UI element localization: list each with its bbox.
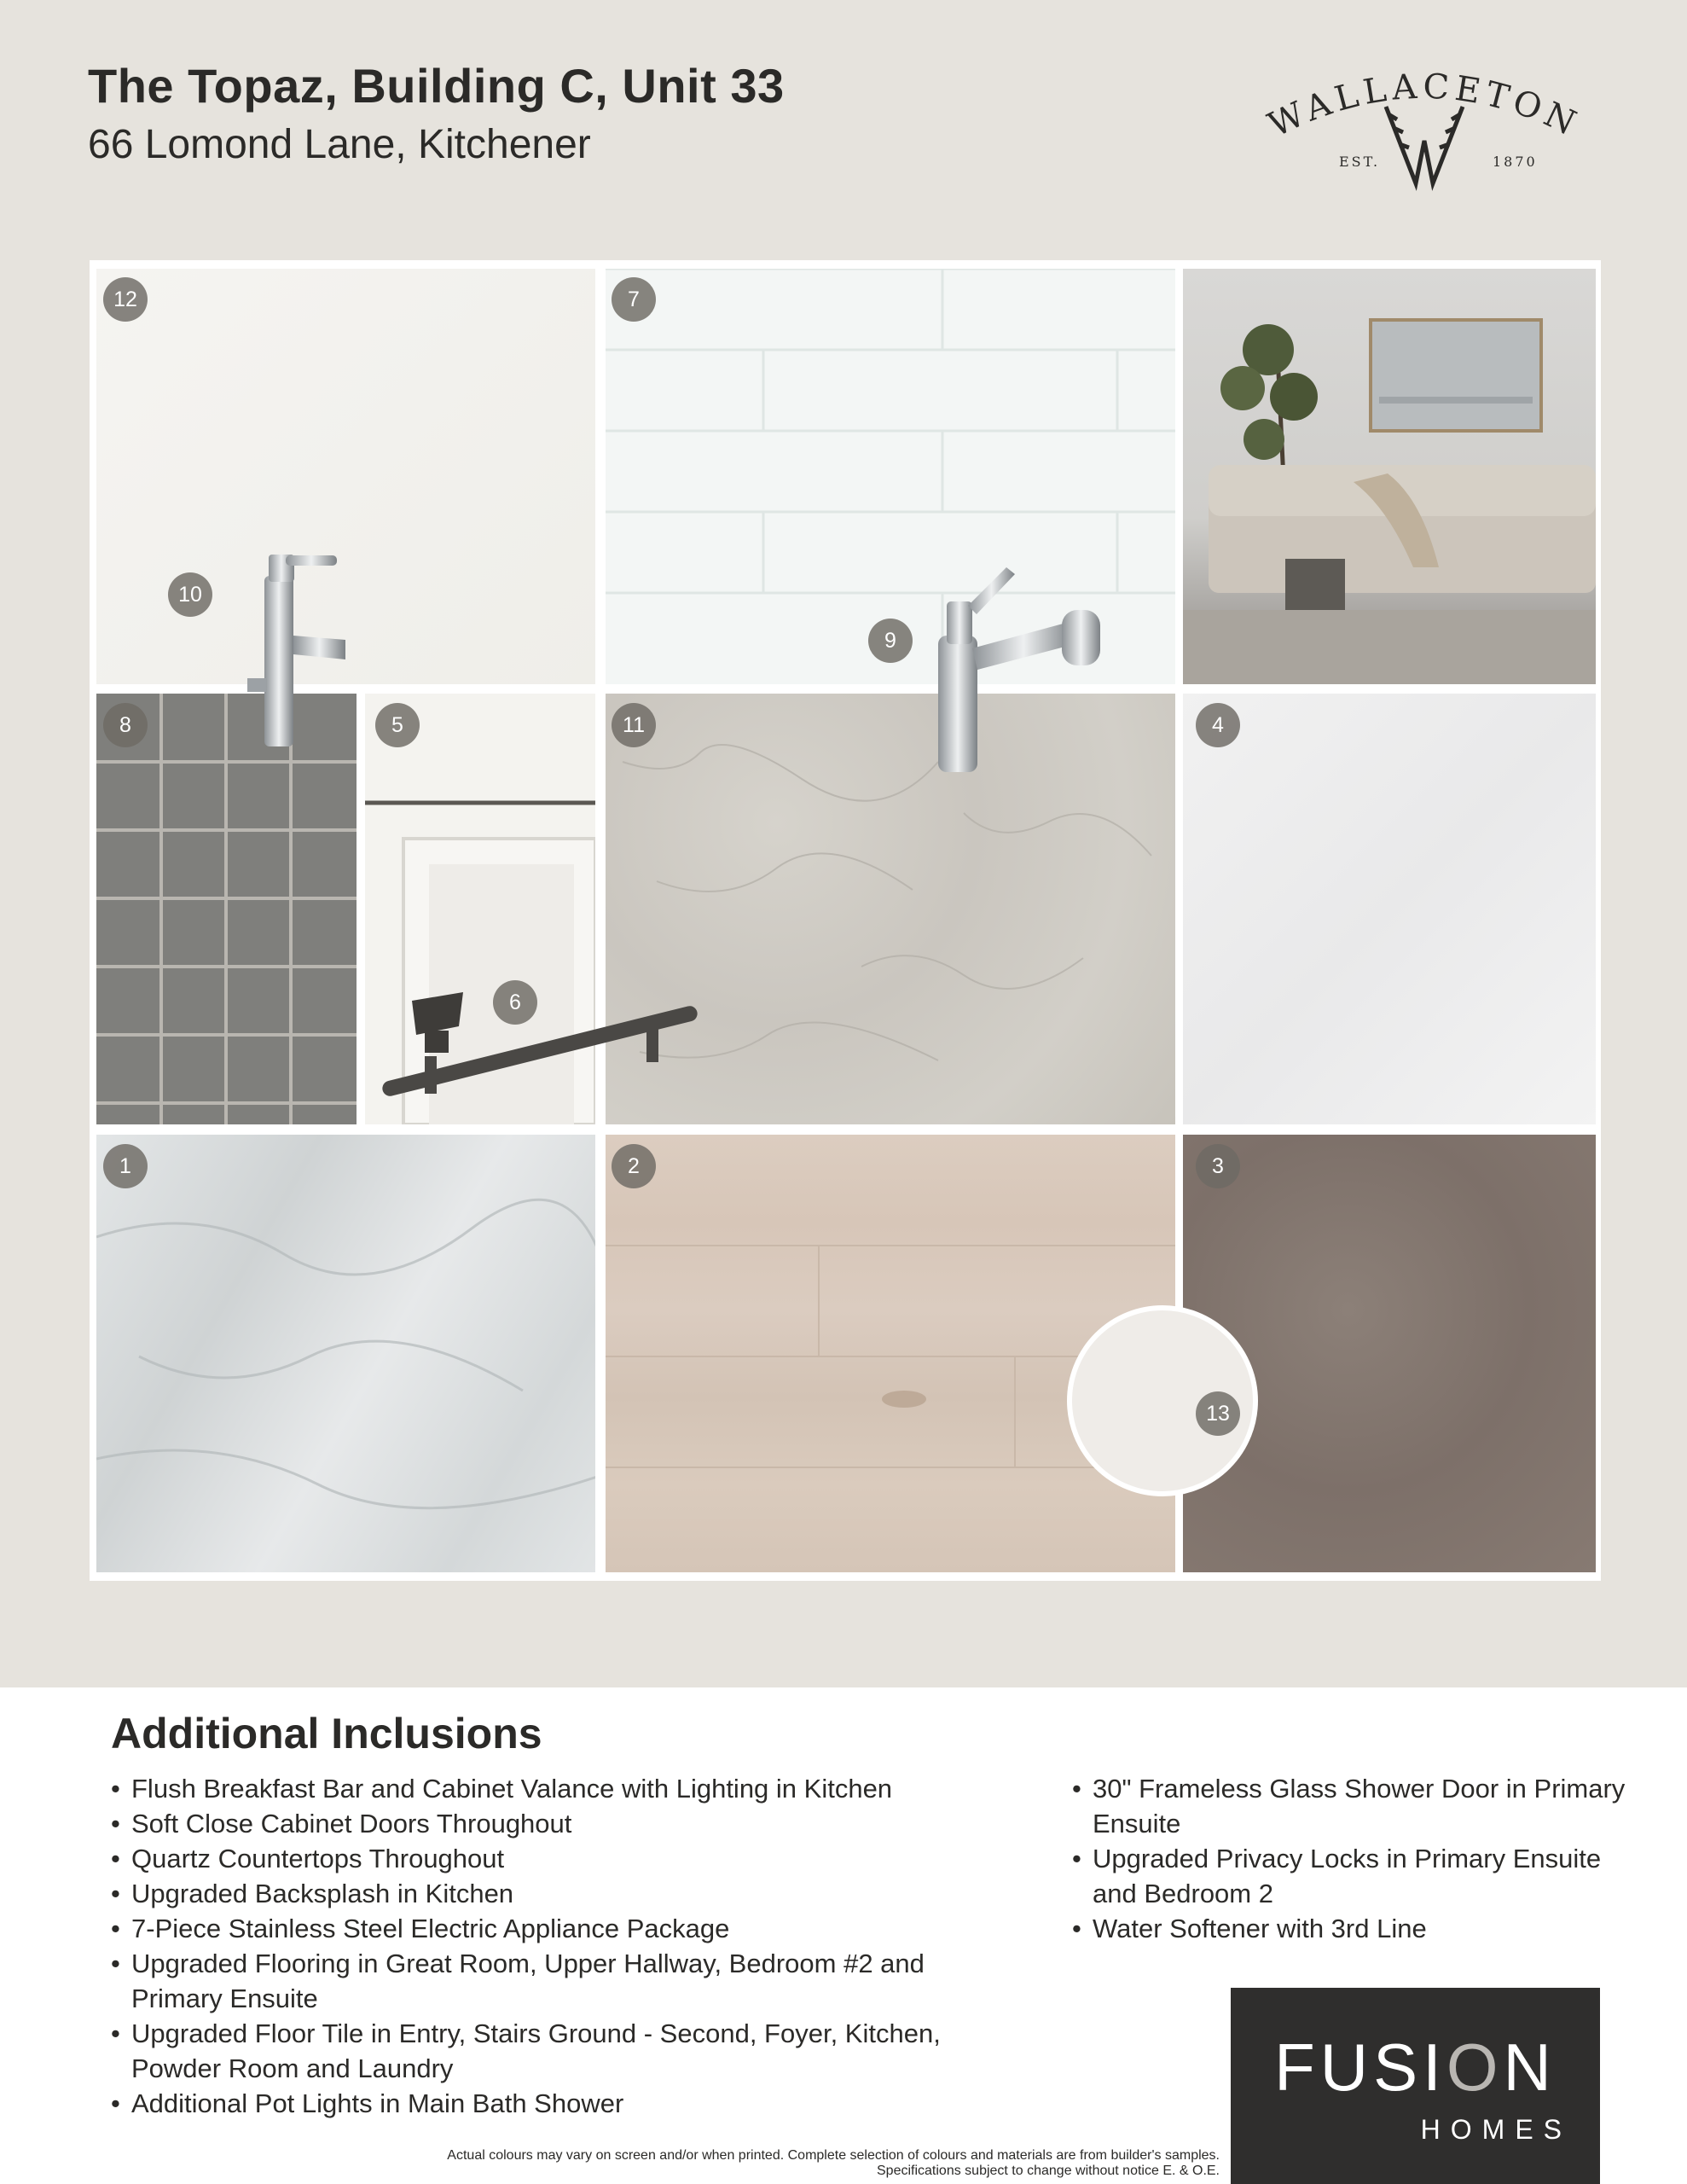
inclusions-list-left [111, 1771, 998, 2121]
list-item: • Quartz Countertops Throughout [111, 1841, 998, 1876]
badge-13: 13 [1196, 1391, 1240, 1436]
badge-7: 7 [612, 277, 656, 322]
fusion-wordmark: FUSION [1274, 2030, 1557, 2105]
inclusions-heading: Additional Inclusions [111, 1710, 542, 1757]
logo-wordmark: WALLACETON [1262, 67, 1586, 146]
list-item: • Soft Close Cabinet Doors Throughout [111, 1806, 998, 1841]
fusion-subtext: HOMES [1420, 2114, 1572, 2145]
badge-1: 1 [103, 1144, 148, 1188]
marble-veining [96, 1135, 595, 1572]
fusion-homes-logo [1231, 1988, 1600, 2184]
badge-11: 11 [612, 703, 656, 747]
badge-6: 6 [493, 980, 537, 1025]
list-item: • Upgraded Flooring in Great Room, Upper Hallway, Bedroom #2 and Primary Ensuite [111, 1946, 998, 2016]
badge-3: 3 [1196, 1144, 1240, 1188]
logo-year: 1870 [1493, 154, 1538, 170]
badge-4: 4 [1196, 703, 1240, 747]
address: 66 Lomond Lane, Kitchener [88, 122, 591, 167]
list-item: • 7-Piece Stainless Steel Electric Appliance Package [111, 1911, 998, 1946]
inclusions-list-right [1072, 1771, 1652, 1946]
living-room-illustration [1183, 269, 1596, 684]
badge-12: 12 [103, 277, 148, 322]
badge-8: 8 [103, 703, 148, 747]
disclaimer-line-2: Specifications subject to change without notice E. & O.E. [877, 2164, 1220, 2178]
svg-text:WALLACETON [1262, 67, 1586, 146]
disclaimer-line-1: Actual colours may vary on screen and/or when printed. Complete selection of colours and materials are from builder's samples. [447, 2148, 1220, 2163]
badge-5: 5 [375, 703, 420, 747]
living-room-photo [1183, 269, 1596, 684]
badge-9: 9 [868, 619, 913, 663]
list-item: • Water Softener with 3rd Line [1072, 1911, 1652, 1946]
badge-10: 10 [168, 572, 212, 617]
badge-2: 2 [612, 1144, 656, 1188]
cabinet-hardware-icon [378, 975, 702, 1112]
wallaceton-logo [1245, 47, 1603, 200]
list-item: • Additional Pot Lights in Main Bath Shower [111, 2086, 998, 2121]
page-title: The Topaz, Building C, Unit 33 [88, 59, 785, 113]
list-item: • 30" Frameless Glass Shower Door in Primary Ensuite [1072, 1771, 1652, 1841]
material-board [90, 260, 1601, 1581]
list-item: • Upgraded Floor Tile in Entry, Stairs Ground - Second, Foyer, Kitchen, Powder Room and Laundry [111, 2016, 998, 2086]
kitchen-faucet-icon [921, 550, 1126, 772]
logo-est: EST. [1339, 154, 1381, 170]
mosaic-grid-pattern [96, 694, 357, 1124]
list-item: • Flush Breakfast Bar and Cabinet Valance with Lighting in Kitchen [111, 1771, 998, 1806]
tile-ceiling-texture [1183, 694, 1596, 1124]
disclaimer [447, 2148, 1220, 2164]
wheat-icon [1386, 107, 1463, 183]
tile-floor-marble [96, 1135, 595, 1572]
tile-shower-mosaic [96, 694, 357, 1124]
bathroom-faucet-icon [217, 533, 371, 755]
disclaimer-2 [877, 2164, 1220, 2179]
list-item: • Upgraded Privacy Locks in Primary Ensuite and Bedroom 2 [1072, 1841, 1652, 1911]
list-item: • Upgraded Backsplash in Kitchen [111, 1876, 998, 1911]
